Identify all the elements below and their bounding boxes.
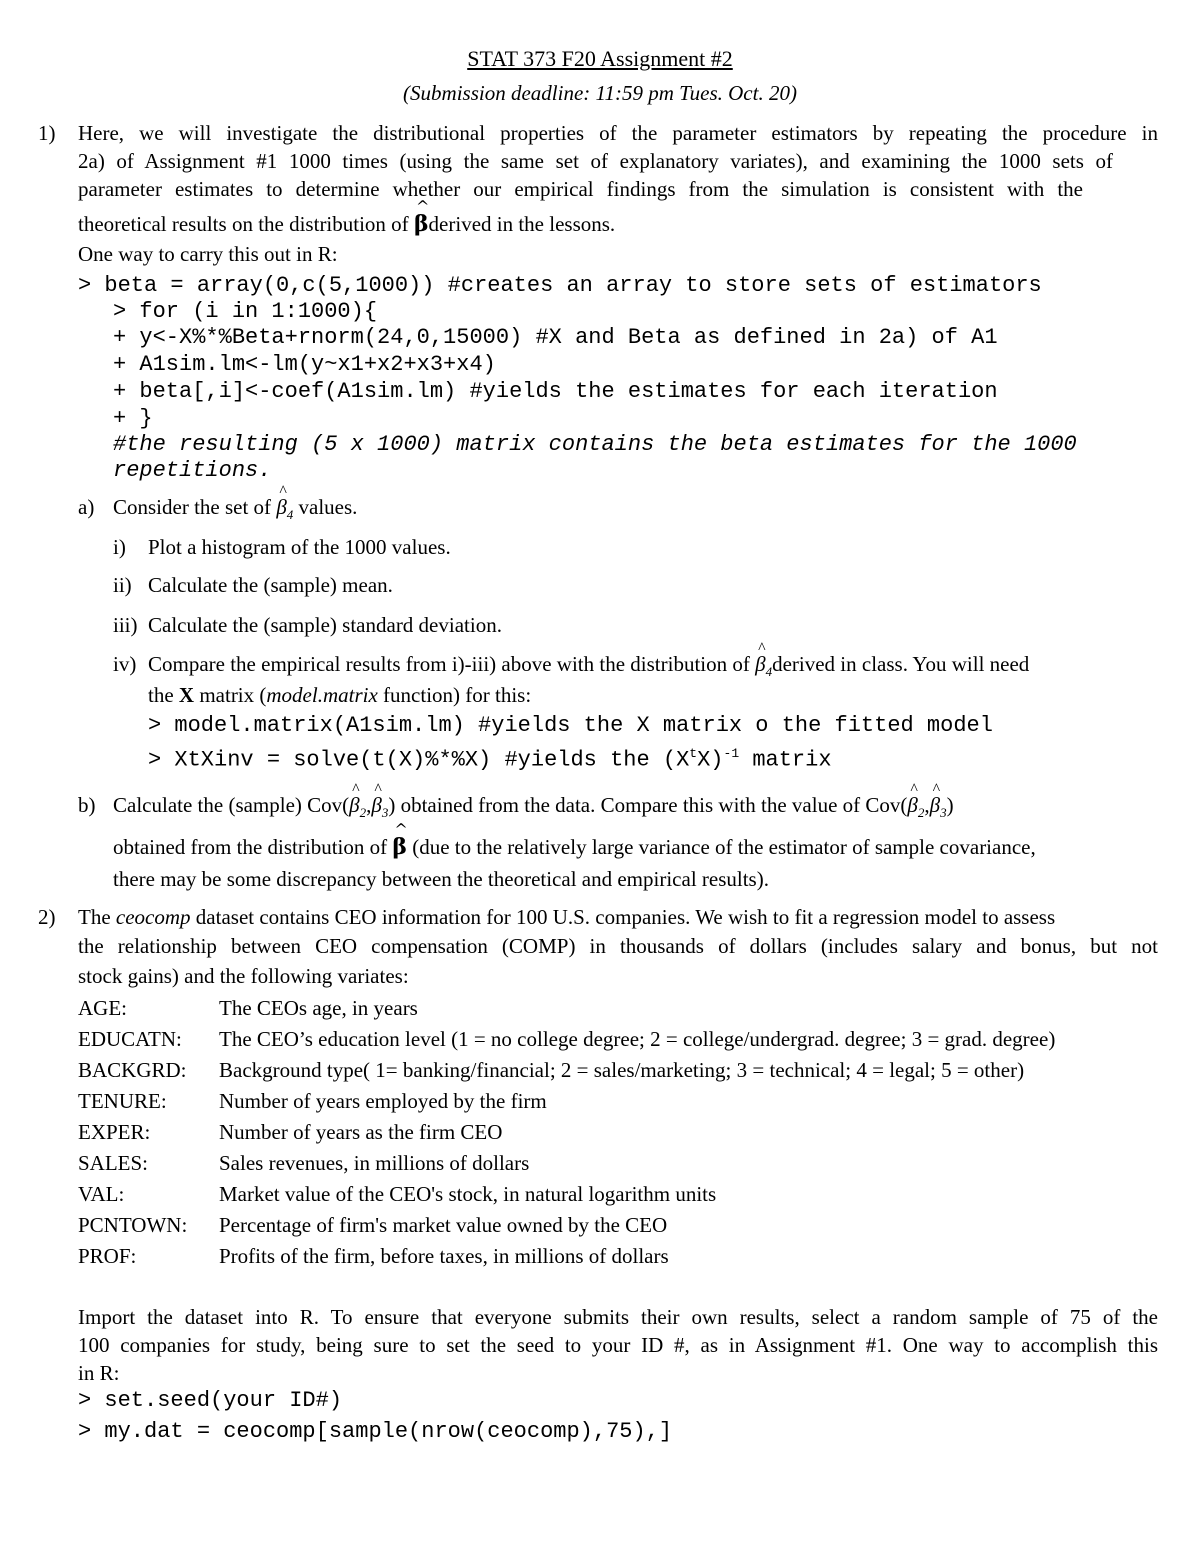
variate-desc: Background type( 1= banking/financial; 2 = sales/marketing; 3 = technical; 4 = legal; 5 = other)	[219, 1058, 1025, 1082]
variate-name: SALES:	[78, 1151, 149, 1175]
code-line: > my.dat = ceocomp[sample(nrow(ceocomp),75),]	[78, 1419, 673, 1444]
code-line: + A1sim.lm<-lm(y~x1+x2+x3+x4)	[113, 352, 496, 377]
code-line: > set.seed(your ID#)	[78, 1388, 343, 1413]
code-line: + beta[,i]<-coef(A1sim.lm) #yields the estimates for each iteration	[113, 379, 998, 404]
part-a-text: Consider the set of ^ $\beta_4$ values.	[113, 495, 357, 523]
variate-desc: Profits of the firm, before taxes, in millions of dollars	[219, 1244, 669, 1268]
variate-desc: Number of years as the firm CEO	[219, 1120, 503, 1144]
variate-desc: Sales revenues, in millions of dollars	[219, 1151, 530, 1175]
variate-name: TENURE:	[78, 1089, 167, 1113]
q1-intro-line-1: Here, we will investigate the distributional properties of the parameter estimators by repeating the procedure in	[78, 121, 1158, 145]
submission-deadline: (Submission deadline: 11:59 pm Tues. Oct. 20)	[403, 81, 797, 105]
code-line: > XtXinv = solve(t(X)%*%X) #yields the $(X^tX)^{-1}$ matrix	[148, 746, 832, 773]
item-i-label: i)	[113, 535, 126, 559]
code-line: + y<-X%*%Beta+rnorm(24,0,15000) #X and Beta as defined in 2a) of A1	[113, 325, 998, 350]
item-iii-label: iii)	[113, 613, 138, 637]
variate-name: PROF:	[78, 1244, 137, 1268]
page-title: STAT 373 F20 Assignment #2	[467, 46, 733, 71]
variate-name: AGE:	[78, 996, 127, 1020]
code-line: > beta = array(0,c(5,1000)) #creates an array to store sets of estimators	[78, 273, 1042, 298]
q2-line-2: the relationship between CEO compensation (COMP) in thousands of dollars (includes salary and bonus, but not	[78, 934, 1158, 958]
q1-number: 1)	[38, 121, 56, 145]
code-line: + }	[113, 406, 153, 431]
variate-desc: The CEO’s education level (1 = no college degree; 2 = college/undergrad. degree; 3 = grad. degree)	[219, 1027, 1056, 1051]
beta-hat-vector: ^ β	[414, 211, 429, 237]
variate-name: EDUCATN:	[78, 1027, 182, 1051]
q2-line-3: stock gains) and the following variates:	[78, 964, 409, 988]
item-i-text: Plot a histogram of the 1000 values.	[148, 535, 451, 559]
variate-name: EXPER:	[78, 1120, 151, 1144]
variate-name: BACKGRD:	[78, 1058, 187, 1082]
part-b-line-2: obtained from the distribution of ^ β (due to the relatively large variance of the estimator of sample covariance,	[113, 834, 1036, 860]
part-b-line-3: there may be some discrepancy between the theoretical and empirical results).	[113, 867, 769, 891]
part-b-line-1: Calculate the (sample) Cov(^ $\beta_2,\^{}$ $\beta_3$) obtained from the data. Compare this with the value of Cov(^ $\beta_2,\^{}$ $\beta_3$)	[113, 793, 1161, 821]
q1-intro-line-3: parameter estimates to determine whether our empirical findings from the simulation is consistent with the	[78, 177, 1083, 201]
item-iv-line-1: Compare the empirical results from i)-iii) above with the distribution of ^ $\beta_4derived$ in class. You will need	[148, 652, 1029, 680]
variate-desc: Percentage of firm's market value owned by the CEO	[219, 1213, 668, 1237]
q2-number: 2)	[38, 905, 56, 929]
item-ii-label: ii)	[113, 573, 132, 597]
beta-hat-4: ^ $\beta_4$	[755, 652, 772, 680]
q2-line-1: The ceocomp dataset contains CEO information for 100 U.S. companies. We wish to fit a regression model to assess	[78, 905, 1056, 929]
variate-desc: Number of years employed by the firm	[219, 1089, 547, 1113]
code-comment-line: repetitions.	[113, 458, 272, 483]
q1-r-intro: One way to carry this out in R:	[78, 242, 338, 266]
variate-name: VAL:	[78, 1182, 125, 1206]
beta-hat-4: ^ $\beta_4$	[276, 495, 293, 523]
item-ii-text: Calculate the (sample) mean.	[148, 573, 393, 597]
code-line: > model.matrix(A1sim.lm) #yields the X matrix o the fitted model	[148, 713, 993, 738]
beta-hat-vector: ^ β	[392, 834, 407, 860]
item-iv-label: iv)	[113, 652, 137, 676]
code-comment-line: #the resulting (5 x 1000) matrix contains the beta estimates for the 1000	[113, 432, 1077, 457]
q1-intro-line-4: theoretical results on the distribution of ^ βderived in the lessons.	[78, 211, 615, 237]
part-b-label: b)	[78, 793, 96, 817]
code-line: > for (i in 1:1000){	[113, 299, 378, 324]
q1-intro-line-2: 2a) of Assignment #1 1000 times (using the same set of explanatory variates), and examining the 1000 sets of	[78, 149, 1113, 173]
variate-desc: Market value of the CEO's stock, in natural logarithm units	[219, 1182, 717, 1206]
variate-desc: The CEOs age, in years	[219, 996, 418, 1020]
import-line-3: in R:	[78, 1361, 120, 1385]
variate-name: PCNTOWN:	[78, 1213, 188, 1237]
item-iii-text: Calculate the (sample) standard deviation.	[148, 613, 502, 637]
item-iv-line-2: the X matrix (model.matrix function) for this:	[148, 683, 532, 707]
import-line-2: 100 companies for study, being sure to set the seed to your ID #, as in Assignment #1. One way to accomplish this	[78, 1333, 1158, 1357]
part-a-label: a)	[78, 495, 95, 519]
import-line-1: Import the dataset into R. To ensure that everyone submits their own results, select a random sample of 75 of the	[78, 1305, 1158, 1329]
